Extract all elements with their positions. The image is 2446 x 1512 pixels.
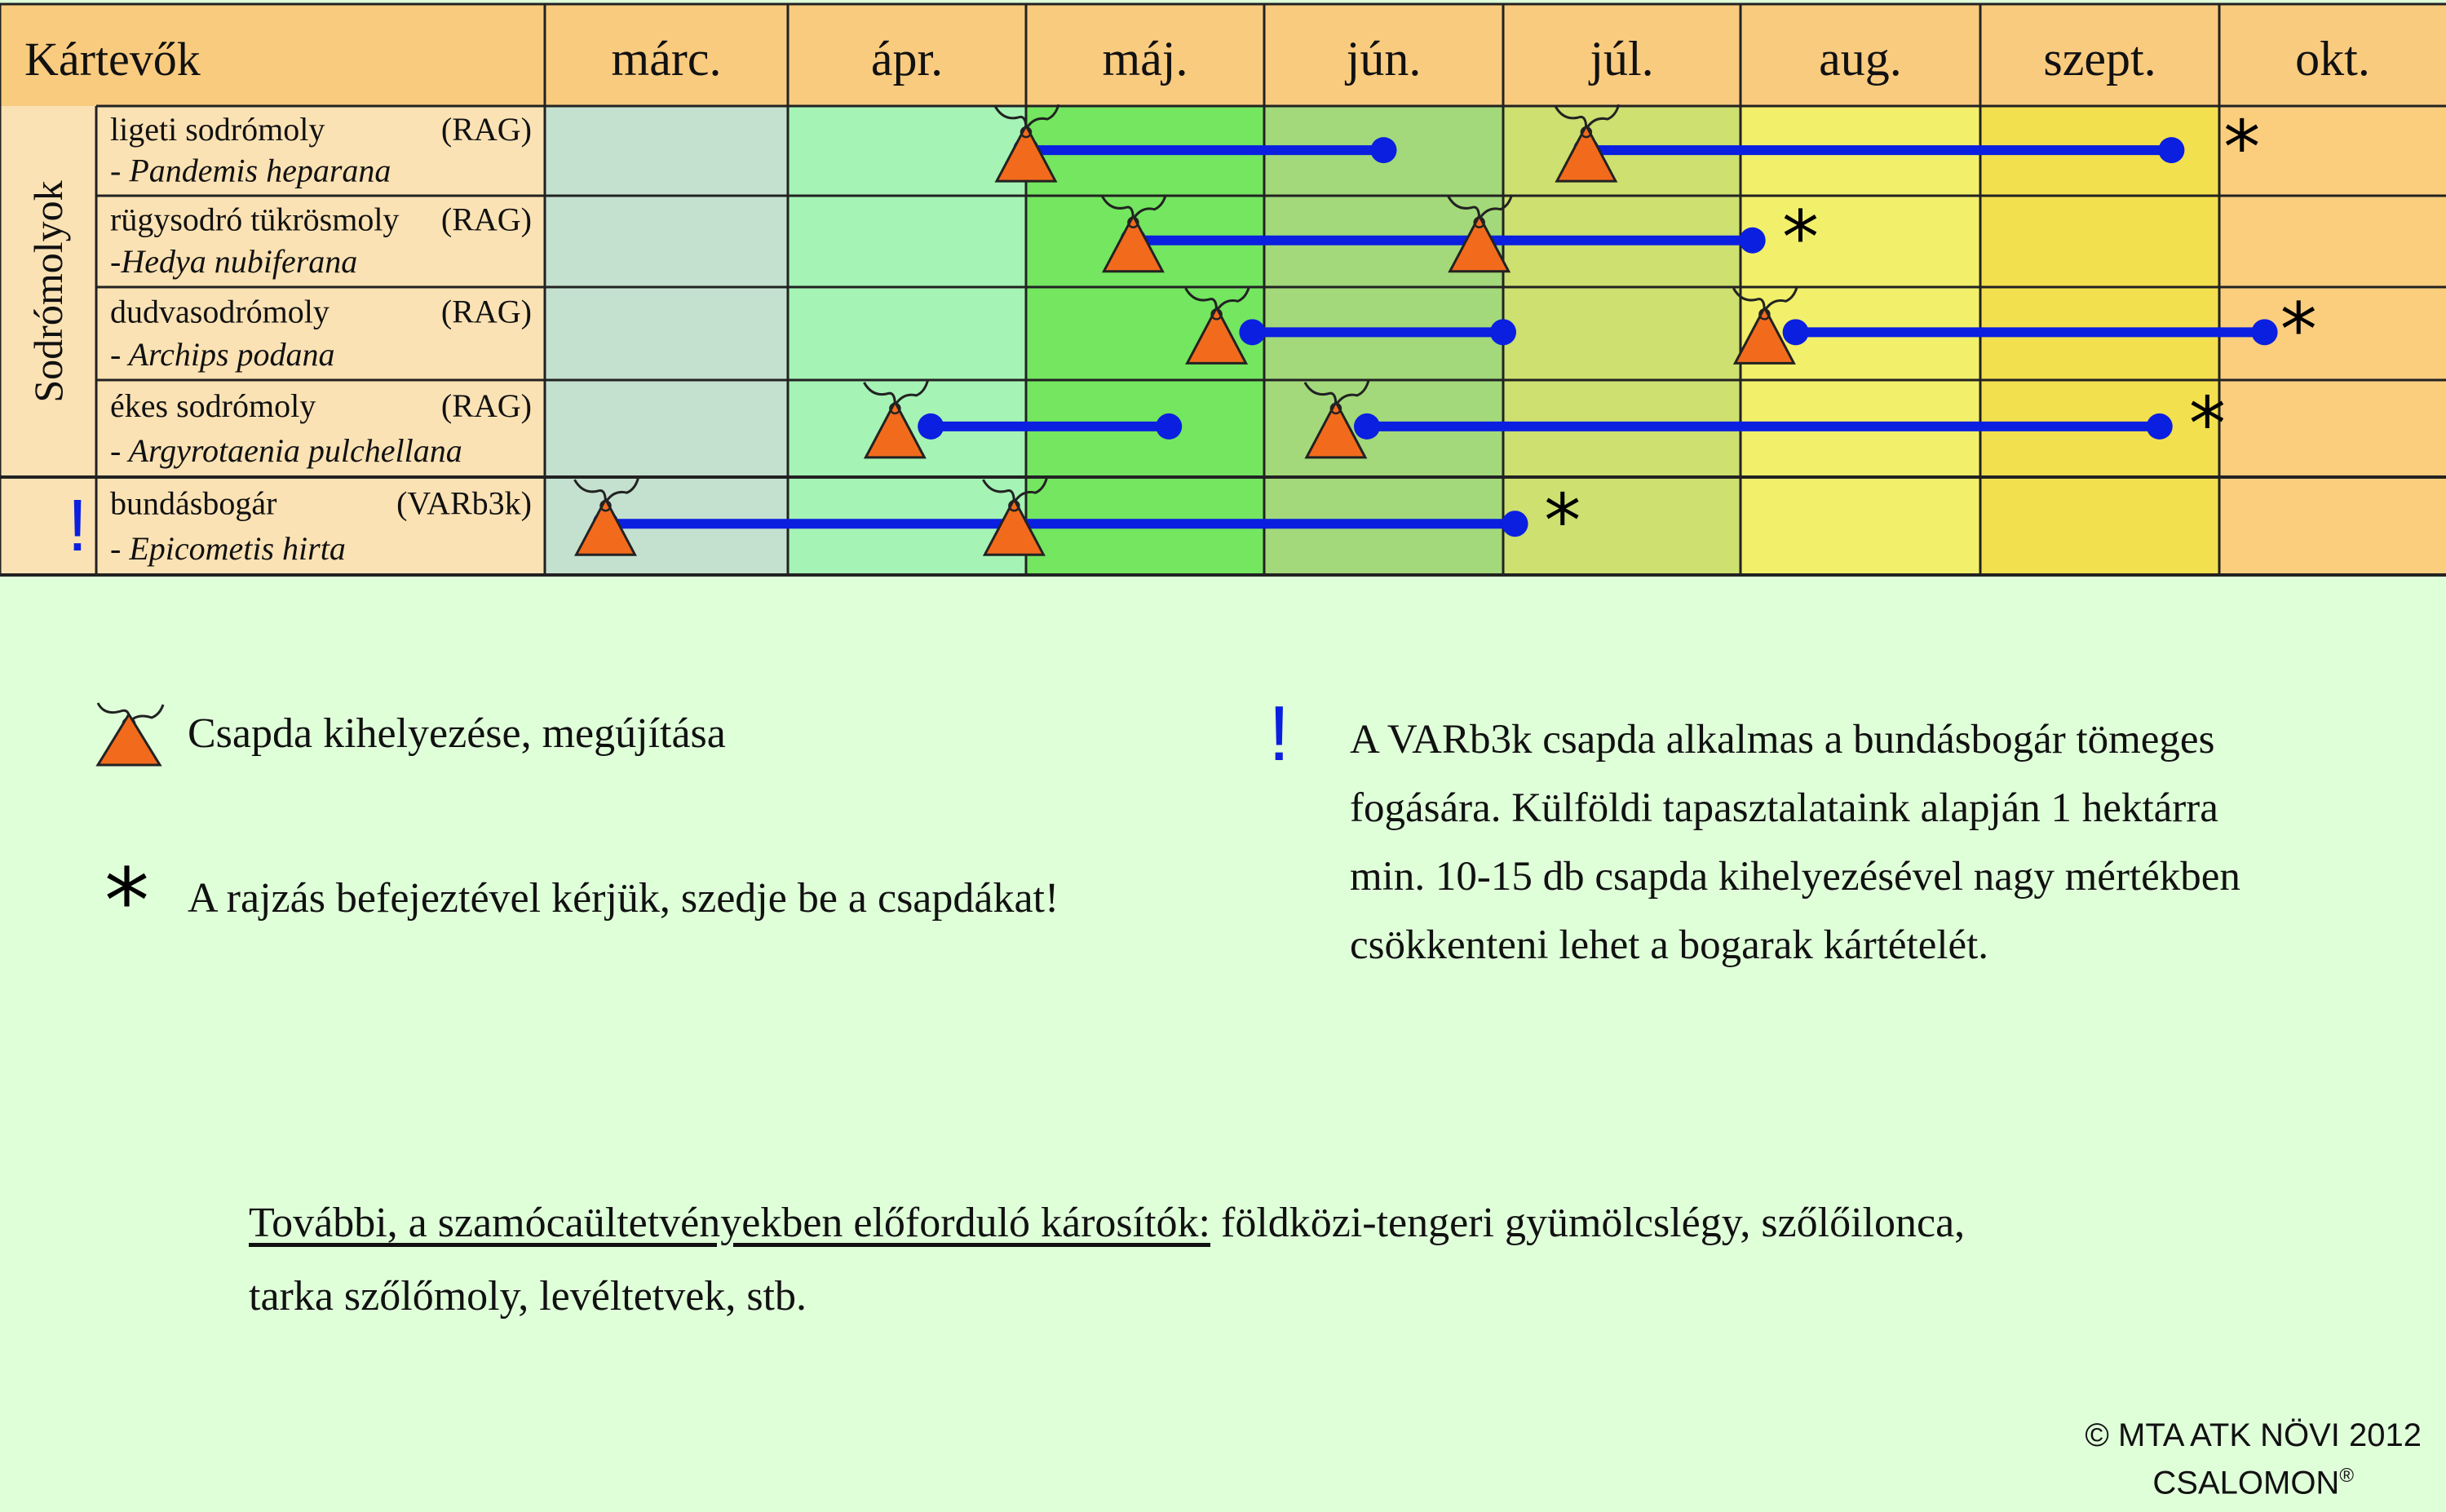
- lure-label: (RAG): [440, 110, 532, 148]
- lure-label: (RAG): [440, 293, 532, 330]
- pest-latin-name: - Pandemis heparana: [110, 152, 391, 189]
- collect-trap-star: *: [1544, 479, 1581, 565]
- note-line: csökkenteni lehet a bogarak kártételét.: [1350, 922, 1989, 968]
- pest-name: ligeti sodrómoly: [110, 110, 325, 148]
- group-exclamation-icon: !: [67, 485, 88, 567]
- month-label-6: aug.: [1819, 32, 1902, 86]
- registered-mark: ®: [2339, 1465, 2355, 1487]
- lure-label: (VARb3k): [396, 484, 532, 522]
- collect-trap-star: *: [2223, 105, 2261, 192]
- collect-trap-star: *: [1782, 195, 1819, 281]
- month-column-7: [1980, 106, 2219, 575]
- note-line: min. 10-15 db csapda kihelyezésével nagy mértékben: [1350, 854, 2240, 900]
- pest-name: rügysodró tükrösmoly: [110, 201, 400, 238]
- flight-end-dot: [2158, 137, 2184, 163]
- collect-trap-star: *: [2280, 287, 2317, 374]
- pest-name: bundásbogár: [110, 484, 277, 522]
- month-label-7: szept.: [2043, 32, 2156, 86]
- note-line: A VARb3k csapda alkalmas a bundásbogár tömeges: [1350, 717, 2215, 763]
- brand-name: CSALOMON: [2152, 1465, 2340, 1501]
- flight-end-dot: [1502, 511, 1528, 537]
- note-line: fogására. Külföldi tapasztalataink alapján 1 hektárra: [1350, 785, 2218, 831]
- flight-start-dot: [1783, 319, 1809, 345]
- further-line-2: tarka szőlőmoly, levéltetvek, stb.: [249, 1273, 807, 1320]
- flight-end-dot: [1490, 319, 1516, 345]
- group-label: Sodrómolyok: [25, 180, 71, 403]
- flight-end-dot: [1740, 228, 1766, 254]
- flight-calendar-chart: [0, 0, 2446, 579]
- month-column-2: [788, 106, 1026, 575]
- legend-trap-label: Csapda kihelyezése, megújítása: [188, 710, 726, 757]
- further-pests: [249, 1187, 2288, 1333]
- month-label-1: márc.: [611, 32, 722, 86]
- copyright-line: © MTA ATK NÖVI 2012: [2085, 1417, 2422, 1453]
- lure-label: (RAG): [440, 201, 532, 238]
- further-list-part-1: földközi-tengeri gyümölcslégy, szőlőilonca,: [1210, 1200, 1966, 1246]
- month-label-8: okt.: [2295, 32, 2370, 86]
- credits: [2085, 1415, 2422, 1503]
- lure-label: (RAG): [440, 387, 532, 425]
- pest-name: dudvasodrómoly: [110, 293, 330, 330]
- flight-end-dot: [2252, 319, 2278, 345]
- month-label-3: máj.: [1102, 32, 1188, 86]
- flight-end-dot: [1371, 137, 1397, 163]
- month-label-2: ápr.: [870, 32, 944, 86]
- corner-label: Kártevők: [24, 33, 201, 86]
- flight-start-dot: [1239, 319, 1265, 345]
- month-label-4: jún.: [1346, 32, 1422, 86]
- collect-trap-star: *: [2188, 381, 2226, 467]
- month-column-1: [545, 106, 788, 575]
- month-column-4: [1264, 106, 1503, 575]
- month-label-5: júl.: [1590, 32, 1654, 86]
- month-column-5: [1503, 106, 1741, 575]
- pest-latin-name: - Epicometis hirta: [110, 529, 346, 567]
- further-heading: További, a szamócaültetvényekben előforduló károsítók:: [249, 1200, 1210, 1246]
- varb3k-note: [1350, 705, 2402, 979]
- legend-star-icon: *: [104, 849, 149, 953]
- flight-end-dot: [1156, 413, 1182, 440]
- pest-latin-name: - Argyrotaenia pulchellana: [110, 431, 462, 469]
- trap-icon: [88, 698, 170, 768]
- flight-start-dot: [918, 413, 944, 440]
- legend-exclamation-icon: !: [1268, 690, 1290, 777]
- legend-star-label: A rajzás befejeztével kérjük, szedje be a csapdákat!: [188, 875, 1059, 922]
- pest-latin-name: -Hedya nubiferana: [110, 243, 358, 281]
- further-line-1: [249, 1187, 2288, 1260]
- flight-start-dot: [1354, 413, 1380, 440]
- pest-latin-name: - Archips podana: [110, 335, 335, 373]
- flight-end-dot: [2147, 413, 2173, 440]
- pest-name: ékes sodrómoly: [110, 387, 316, 425]
- brand-line: [2085, 1456, 2422, 1503]
